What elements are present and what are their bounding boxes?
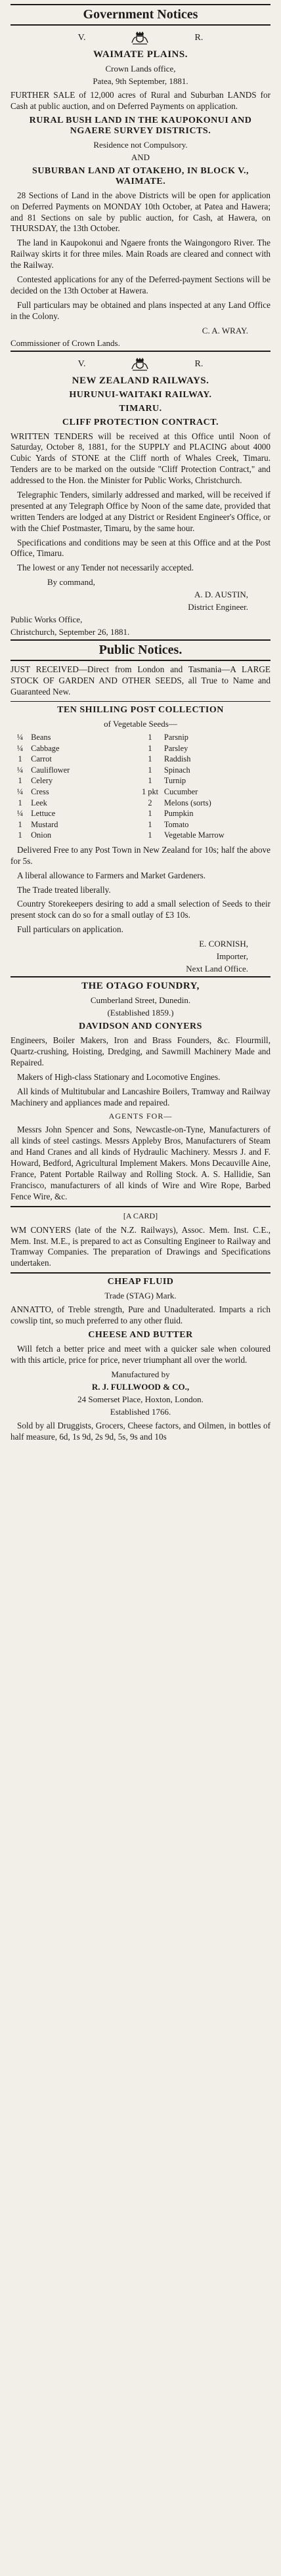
seed-quantity: 1 <box>148 809 152 819</box>
seed-quantity: ¼ <box>16 765 24 775</box>
seed-name: Celery <box>31 776 53 786</box>
seed-quantity: 1 pkt <box>141 786 159 796</box>
waimate-title: WAIMATE PLAINS. <box>93 49 188 60</box>
waimate-paragraph-5: Full particulars may be obtained and plans inspected at any Land Office in the Colony. <box>11 299 270 321</box>
seed-row <box>11 776 270 787</box>
seed-name: Tomato <box>163 819 189 829</box>
annatto-title: CHEAP FLUID <box>107 1277 174 1287</box>
seed-quantity: ¼ <box>16 743 24 753</box>
hurunui-signature-title: District Engineer. <box>188 602 248 612</box>
seed-quantity: 1 <box>18 798 22 807</box>
cornish-signature: E. CORNISH, <box>199 939 248 949</box>
annatto-manufactured-by: Manufactured by <box>111 1369 170 1379</box>
seed-quantity: ¼ <box>16 732 24 742</box>
hurunui-waitaki-title: HURUNUI-WAITAKI RAILWAY. <box>69 389 212 400</box>
annatto-trade-mark: Trade (STAG) Mark. <box>104 1291 177 1301</box>
seed-quantity: 1 <box>148 830 152 840</box>
foundry-title: THE OTAGO FOUNDRY, <box>81 981 200 992</box>
cornish-signature-title: Importer, <box>216 951 248 962</box>
seed-quantity: 1 <box>18 754 22 764</box>
hurunui-paragraph-3: Specifications and conditions may be seen at this Office and at the Post Office, Timaru. <box>11 537 270 559</box>
crest-letter-v: V. <box>77 358 86 369</box>
seed-quantity: ¼ <box>16 809 24 819</box>
government-notices-heading: Government Notices <box>83 7 198 22</box>
seed-row <box>11 765 270 777</box>
foundry-established: (Established 1859.) <box>107 1008 174 1018</box>
foundry-agents-label: AGENTS FOR— <box>108 1111 173 1121</box>
card-paragraph: WM CONYERS (late of the N.Z. Railways), Assoc. Mem. Inst. C.E., Mem. Inst. M.E., is prepared to act as Consulting Engineer to Railway and Tramway Companies. The preparation of Drawings and Specifications undertaken. <box>11 1224 270 1268</box>
annatto-notice <box>11 1277 270 1442</box>
seed-name: Turnip <box>163 776 186 786</box>
seed-row <box>11 820 270 831</box>
seed-name: Mustard <box>31 819 58 829</box>
royal-crest <box>11 31 270 45</box>
seed-quantity: 1 <box>18 776 22 786</box>
seed-quantity: 1 <box>18 819 22 829</box>
seed-name: Cress <box>31 786 49 796</box>
seed-name: Pumpkin <box>163 809 194 819</box>
crest-letter-v: V. <box>77 33 86 43</box>
hurunui-paragraph-4: The lowest or any Tender not necessarily accepted. <box>17 563 194 573</box>
foundry-paragraph-1: Engineers, Boiler Makers, Iron and Brass Founders, &c. Flourmill, Quartz-crushing, Hoisting, Dredging, and Sawmill Machinery Made and Repaired. <box>11 1035 270 1067</box>
annatto-maker: R. J. FULLWOOD & CO., <box>91 1381 190 1392</box>
cornish-signature-place: Next Land Office. <box>186 964 248 974</box>
seed-row <box>11 744 270 755</box>
hurunui-paragraph-2: Telegraphic Tenders, similarly addressed and marked, will be received if presented at any Telegraph Office by Noon of the same date, provided that written Tenders are lodged at any District or Resident Engineer's Office, or with the Chief Postmaster, Timaru, by the same hour. <box>11 490 270 533</box>
waimate-subhead-suburban: SUBURBAN LAND AT OTAKEHO, IN BLOCK V., WAIMATE. <box>32 165 249 186</box>
annatto-paragraph-2: Will fetch a better price and meet with a quicker sale when coloured with this article, price for price, never triumphant all over the world. <box>11 1344 270 1365</box>
seeds-paragraph-5: Country Storekeepers desiring to add a small selection of Seeds to their present stock can do so for a small outlay of £3 10s. <box>11 899 270 920</box>
seed-quantity: 1 <box>148 743 152 753</box>
seed-name: Raddish <box>163 754 191 764</box>
notice-divider <box>11 1272 270 1274</box>
waimate-paragraph-4: Contested applications for any of the Deferred-payment Sections will be decided on the 13th October at Hawera. <box>11 274 270 295</box>
foundry-paragraph-2: Makers of High-class Stationary and Locomotive Engines. <box>17 1071 221 1082</box>
hurunui-railway-notice <box>11 357 270 638</box>
notice-divider <box>11 351 270 352</box>
waimate-paragraph-3: The land in Kaupokonui and Ngaere fronts the Waingongoro River. The Railway skirts it for three miles. Main Roads are cleared and connect with the Railway. <box>11 238 270 270</box>
by-command: By command, <box>47 577 95 588</box>
cliff-contract-title: CLIFF PROTECTION CONTRACT. <box>62 417 219 427</box>
seeds-paragraph-1: JUST RECEIVED—Direct from London and Tasmania—A LARGE STOCK OF GARDEN AND OTHER SEEDS, all True to Name and Guaranteed New. <box>11 664 270 697</box>
foundry-paragraph-3: All kinds of Multitubular and Lancashire Boilers, Tramway and Railway Machinery and appliances made and repaired. <box>11 1086 270 1107</box>
public-notices-heading: Public Notices. <box>98 643 183 658</box>
seed-name: Carrot <box>31 754 52 764</box>
crest-letter-r: R. <box>194 358 204 369</box>
hurunui-office: Public Works Office, <box>11 614 83 625</box>
waimate-date: Patea, 9th September, 1881. <box>93 76 188 86</box>
seeds-paragraph-4: The Trade treated liberally. <box>17 884 111 895</box>
foundry-firm-name: DAVIDSON AND CONYERS <box>79 1021 202 1032</box>
waimate-paragraph-1: FURTHER SALE of 12,000 acres of Rural and Suburban LANDS for Cash at public auction, and on Deferred Payments on application. <box>11 90 270 111</box>
waimate-office: Crown Lands office, <box>105 64 176 74</box>
seed-name: Cauliflower <box>31 765 70 775</box>
seed-quantity: 1 <box>148 754 152 764</box>
seed-name: Onion <box>31 830 52 840</box>
seeds-paragraph-2: Delivered Free to any Post Town in New Zealand for 10s; half the above for 5s. <box>11 844 270 866</box>
collection-title: TEN SHILLING POST COLLECTION <box>57 704 224 715</box>
seed-quantity: 1 <box>148 776 152 786</box>
card-notice <box>11 1211 270 1270</box>
royal-coat-of-arms-icon <box>131 31 148 45</box>
notice-divider <box>11 1206 270 1207</box>
newspaper-column <box>11 0 270 1443</box>
waimate-subhead-rural: RURAL BUSH LAND IN THE KAUPOKONUI AND NGAERE SURVEY DISTRICTS. <box>29 115 252 136</box>
hurunui-paragraph-1: WRITTEN TENDERS will be received at this Office until Noon of Saturday, October 8, 1881, for the SUPPLY and PLACING about 4000 Cubic Yards of STONE at the Cliff north of Whales Creek, Timaru. Tenders are to be marked on the outside "Cliff Protection Contract," and addressed to the Hon. the Minister for Public Works, Christchurch. <box>11 431 270 486</box>
annatto-paragraph-3: Sold by all Druggists, Grocers, Cheese factors, and Oilmen, in bottles of half measure, 6d, 1s 9d, 2s 9d, 5s, 9s and 10s <box>11 1420 270 1442</box>
hurunui-date: Christchurch, September 26, 1881. <box>11 627 130 637</box>
foundry-paragraph-4: Messrs John Spencer and Sons, Newcastle-on-Tyne, Manufacturers of all kinds of steel castings. Messrs Appleby Bros, Manufacturers of Steam and Hand Cranes and all kinds of Hydraulic Machinery. Messrs J. and F. Howard, Bedford, Agricultural Implement Makers. Mons Decauville Aine, France, Patent Portable Railway and Rolling Stock. A. S. Hallidie, San Francisco, manufacturers of all kinds of Wire and Wire Rope, Barbed Fence Wire, &c. <box>11 1125 270 1201</box>
seed-name: Spinach <box>163 765 190 775</box>
otago-foundry-notice <box>11 981 270 1203</box>
hurunui-signature: A. D. AUSTIN, <box>194 590 248 600</box>
annatto-paragraph-1: ANNATTO, of Treble strength, Pure and Unadulterated. Imparts a rich cowslip tint, so much preferred to any other fluid. <box>11 1304 270 1326</box>
seed-row <box>11 787 270 798</box>
foundry-address: Cumberland Street, Dunedin. <box>90 995 191 1006</box>
seed-name: Vegetable Marrow <box>163 830 225 840</box>
card-label: [A CARD] <box>123 1211 158 1220</box>
seed-row <box>11 830 270 842</box>
seeds-paragraph-3: A liberal allowance to Farmers and Market Gardeners. <box>17 870 206 880</box>
waimate-paragraph-2: 28 Sections of Land in the above Districts will be open for application on Deferred Payments on MONDAY 10th October, at Patea and Hawera; and 81 Sections on sale by public auction, for Cash, at Hawera, on THURSDAY, the 13th October. <box>11 190 270 234</box>
seed-name: Lettuce <box>31 809 56 819</box>
waimate-and: AND <box>131 152 150 162</box>
seed-quantity: 1 <box>18 830 22 840</box>
royal-crest <box>11 357 270 372</box>
waimate-signature-title: Commissioner of Crown Lands. <box>11 337 120 348</box>
timaru-title: TIMARU. <box>119 403 162 414</box>
crest-letter-r: R. <box>194 33 204 43</box>
seed-quantity: 1 <box>148 765 152 775</box>
seed-name: Parsley <box>163 743 188 753</box>
annatto-established: Established 1766. <box>110 1406 171 1417</box>
heading-rule <box>11 24 270 26</box>
seed-name: Cucumber <box>163 786 198 796</box>
seed-quantity: 2 <box>148 798 152 807</box>
notice-divider <box>11 976 270 977</box>
seed-row <box>11 798 270 809</box>
waimate-residence: Residence not Compulsory. <box>93 139 188 150</box>
seed-quantity: 1 <box>148 732 152 742</box>
seed-row <box>11 754 270 765</box>
railways-title: NEW ZEALAND RAILWAYS. <box>72 375 209 386</box>
seed-list-table <box>11 733 270 842</box>
royal-coat-of-arms-icon <box>131 357 148 372</box>
annatto-subtitle: CHEESE AND BUTTER <box>88 1330 193 1341</box>
seed-quantity: ¼ <box>16 786 24 796</box>
seed-name: Parsnip <box>163 732 188 742</box>
seed-name: Beans <box>31 732 51 742</box>
seeds-paragraph-6: Full particulars on application. <box>17 924 123 935</box>
section-rule <box>11 639 270 641</box>
heading-rule <box>11 660 270 661</box>
seed-row <box>11 809 270 820</box>
top-rule <box>11 4 270 5</box>
seed-quantity: 1 <box>148 819 152 829</box>
waimate-signature: C. A. WRAY. <box>202 325 248 335</box>
seed-name: Cabbage <box>31 743 60 753</box>
seed-name: Leek <box>31 798 47 807</box>
waimate-plains-notice <box>11 31 270 349</box>
seed-name: Melons (sorts) <box>163 798 211 807</box>
divider <box>11 701 270 702</box>
seed-row <box>11 733 270 744</box>
seeds-notice <box>11 664 270 974</box>
collection-subtitle: of Vegetable Seeds— <box>104 718 177 729</box>
annatto-address: 24 Somerset Place, Hoxton, London. <box>77 1394 204 1404</box>
